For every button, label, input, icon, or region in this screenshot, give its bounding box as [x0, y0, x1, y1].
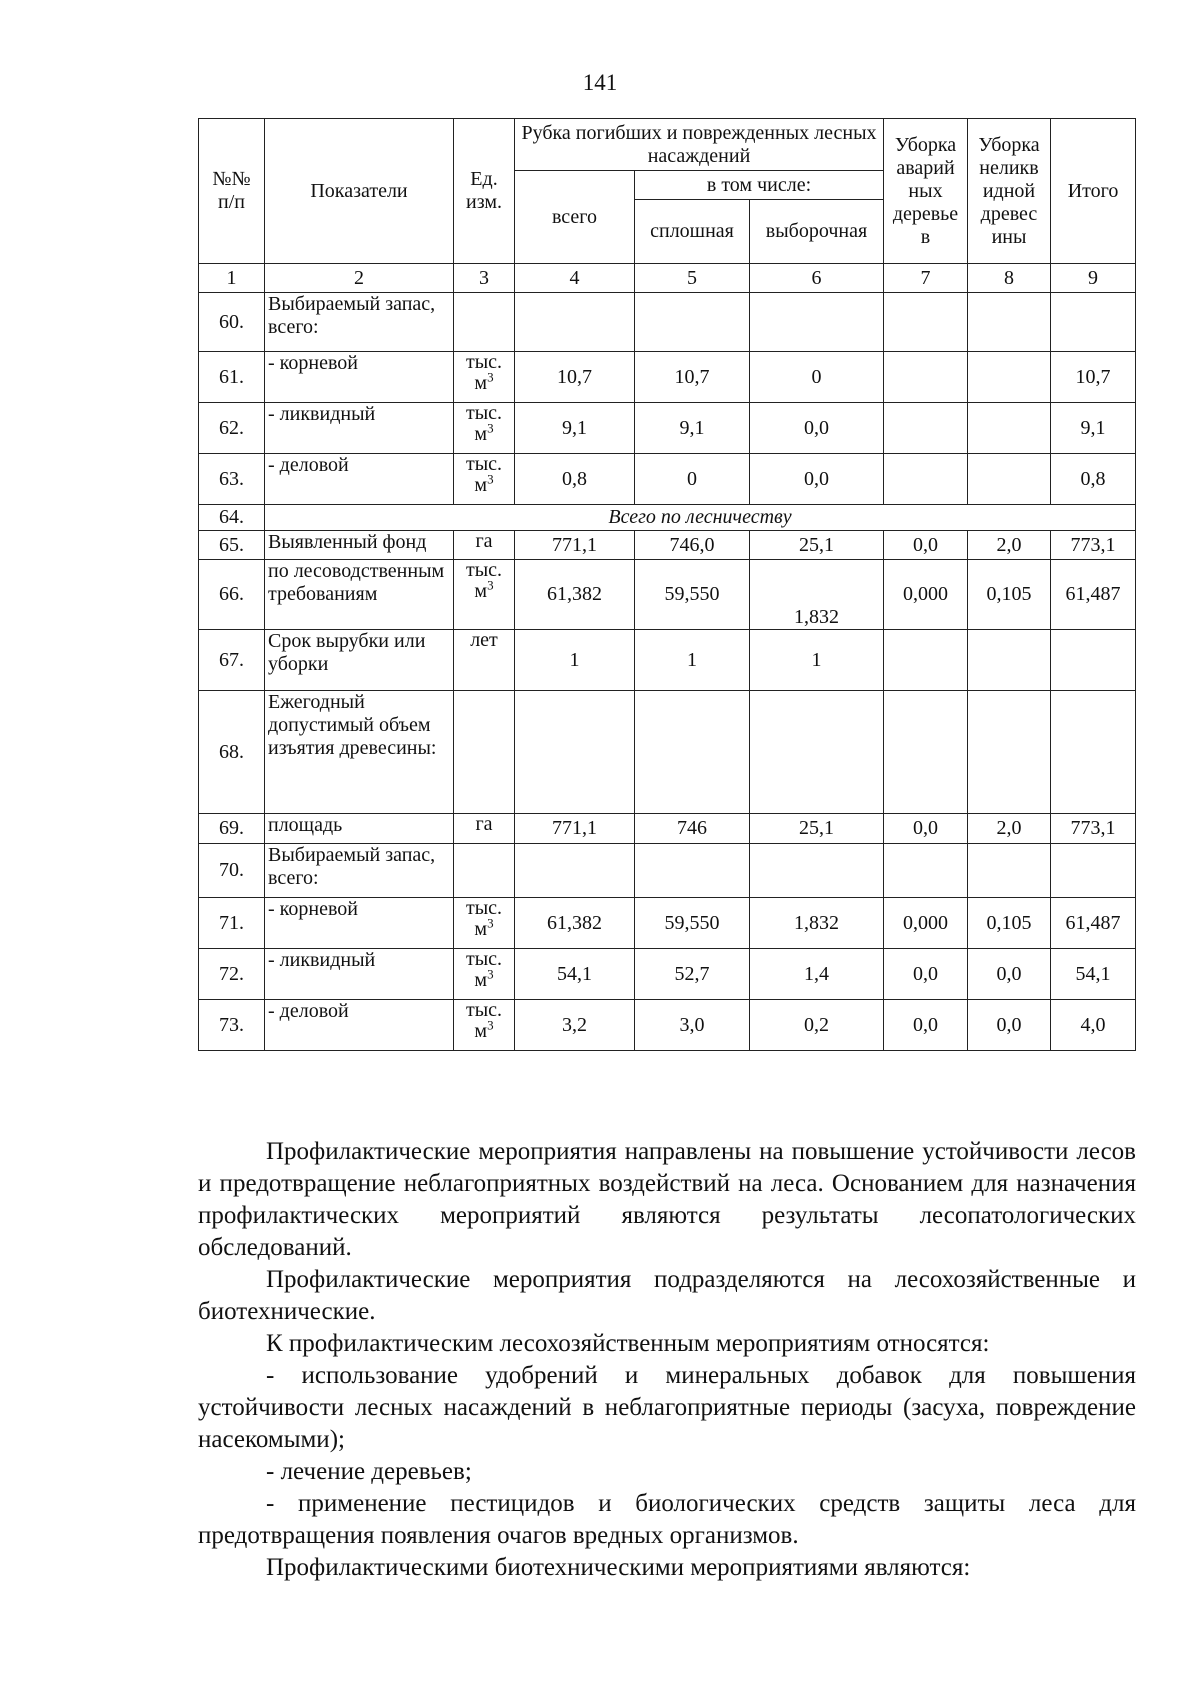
- column-number-row: [199, 264, 1136, 293]
- header-unit: Ед. изм.: [454, 119, 515, 264]
- value-cell: [968, 293, 1051, 352]
- table-row: [199, 691, 1136, 814]
- value-cell: 9,1: [515, 403, 635, 454]
- indicator-cell: Ежегодный допустимый объем изъятия древесины:: [265, 691, 454, 814]
- indicator-cell: Выбираемый запас, всего:: [265, 844, 454, 898]
- unit-text: тыс. м: [465, 559, 503, 602]
- header-col8: Уборка неликв идной древес ины: [968, 119, 1051, 264]
- value-cell: 0,000: [884, 898, 968, 949]
- indicator-cell: - корневой: [265, 898, 454, 949]
- row-number: 68.: [199, 691, 265, 814]
- value-cell: 0: [750, 352, 884, 403]
- table-row: [199, 454, 1136, 505]
- value-cell: [515, 844, 635, 898]
- row-number: 65.: [199, 531, 265, 560]
- value-cell: 0,0: [750, 454, 884, 505]
- unit-cell: [454, 454, 515, 505]
- value-cell: [884, 403, 968, 454]
- unit-cell: [454, 403, 515, 454]
- value-cell: 773,1: [1051, 814, 1136, 844]
- unit-cell: [454, 531, 515, 560]
- unit-superscript: 3: [487, 369, 494, 385]
- value-cell: [884, 454, 968, 505]
- row-number: 63.: [199, 454, 265, 505]
- indicator-cell: по лесоводственным требованиям: [265, 560, 454, 630]
- value-cell: 0,105: [968, 898, 1051, 949]
- value-cell: 0: [635, 454, 750, 505]
- indicator-cell: - деловой: [265, 1000, 454, 1051]
- unit-text: тыс. м: [465, 897, 503, 940]
- value-cell: 0,105: [968, 560, 1051, 630]
- section-title: Всего по лесничеству: [265, 505, 1136, 531]
- col-number: 8: [968, 264, 1051, 293]
- indicator-cell: Срок вырубки или уборки: [265, 630, 454, 691]
- value-cell: [1051, 630, 1136, 691]
- unit-superscript: 3: [487, 471, 494, 487]
- value-cell: 746: [635, 814, 750, 844]
- table-row: [199, 630, 1136, 691]
- value-cell: 25,1: [750, 531, 884, 560]
- col-number: 2: [265, 264, 454, 293]
- col-number: 9: [1051, 264, 1136, 293]
- header-result: Итого: [1051, 119, 1136, 264]
- unit-superscript: 3: [487, 1017, 494, 1033]
- unit-superscript: 3: [487, 966, 494, 982]
- table-row: [199, 949, 1136, 1000]
- value-cell: 9,1: [1051, 403, 1136, 454]
- unit-cell: [454, 814, 515, 844]
- value-cell: 746,0: [635, 531, 750, 560]
- value-cell: 59,550: [635, 898, 750, 949]
- header-num: №№ п/п: [199, 119, 265, 264]
- col-number: 3: [454, 264, 515, 293]
- table-row: [199, 814, 1136, 844]
- value-cell: 61,487: [1051, 898, 1136, 949]
- indicator-cell: Выбираемый запас, всего:: [265, 293, 454, 352]
- value-cell: 0,0: [884, 814, 968, 844]
- value-cell: 10,7: [1051, 352, 1136, 403]
- forest-table: [198, 118, 1136, 1051]
- paragraph: - лечение деревьев;: [266, 1458, 472, 1485]
- unit-text: тыс. м: [465, 948, 503, 991]
- value-cell: 0,0: [750, 403, 884, 454]
- value-cell: [884, 844, 968, 898]
- header-row-1: [199, 119, 1136, 171]
- row-number: 72.: [199, 949, 265, 1000]
- value-cell: 10,7: [635, 352, 750, 403]
- indicator-cell: площадь: [265, 814, 454, 844]
- header-incl: в том числе:: [635, 171, 884, 200]
- value-cell: [1051, 293, 1136, 352]
- row-number: 60.: [199, 293, 265, 352]
- value-cell: 54,1: [515, 949, 635, 1000]
- table-row: [199, 403, 1136, 454]
- value-cell: 0,0: [884, 949, 968, 1000]
- row-number: 67.: [199, 630, 265, 691]
- paragraph: Профилактические мероприятия подразделяются на лесохозяйственные и биотехнические.: [198, 1266, 1136, 1325]
- unit-text: тыс. м: [465, 999, 503, 1042]
- value-cell: 61,487: [1051, 560, 1136, 630]
- indicator-cell: - ликвидный: [265, 403, 454, 454]
- header-group: Рубка погибших и поврежденных лесных насаждений: [515, 119, 884, 171]
- value-cell: 1,832: [750, 560, 884, 630]
- unit-text: га: [475, 813, 493, 835]
- unit-text: тыс. м: [465, 402, 503, 445]
- value-cell: 61,382: [515, 560, 635, 630]
- unit-text: тыс. м: [465, 453, 503, 496]
- header-clear: сплошная: [635, 200, 750, 264]
- value-cell: 0,0: [884, 1000, 968, 1051]
- table-body: [199, 119, 1136, 1051]
- unit-cell: [454, 560, 515, 630]
- row-number: 70.: [199, 844, 265, 898]
- paragraph: К профилактическим лесохозяйственным мероприятиям относятся:: [266, 1330, 990, 1357]
- value-cell: 1,832: [750, 898, 884, 949]
- col-number: 4: [515, 264, 635, 293]
- indicator-cell: - корневой: [265, 352, 454, 403]
- value-cell: 1: [635, 630, 750, 691]
- unit-cell: [454, 293, 515, 352]
- value-cell: 771,1: [515, 814, 635, 844]
- value-cell: 0,0: [968, 949, 1051, 1000]
- paragraph: - использование удобрений и минеральных добавок для повышения устойчивости лесных насаждений в неблагоприятные периоды (засуха, повреждение насекомыми);: [198, 1362, 1136, 1453]
- table-row: [199, 505, 1136, 531]
- value-cell: 773,1: [1051, 531, 1136, 560]
- table-row: [199, 560, 1136, 630]
- value-cell: [884, 691, 968, 814]
- unit-cell: [454, 898, 515, 949]
- value-cell: [750, 691, 884, 814]
- value-cell: [968, 454, 1051, 505]
- value-cell: 0,2: [750, 1000, 884, 1051]
- unit-superscript: 3: [487, 915, 494, 931]
- indicator-cell: Выявленный фонд: [265, 531, 454, 560]
- value-cell: 0,8: [515, 454, 635, 505]
- value-cell: [968, 352, 1051, 403]
- value-cell: 25,1: [750, 814, 884, 844]
- value-cell: 9,1: [635, 403, 750, 454]
- value-cell: [635, 691, 750, 814]
- indicator-cell: - ликвидный: [265, 949, 454, 1000]
- value-cell: [750, 293, 884, 352]
- table-row: [199, 1000, 1136, 1051]
- value-cell: [635, 844, 750, 898]
- value-cell: 1,4: [750, 949, 884, 1000]
- value-cell: [884, 352, 968, 403]
- row-number: 64.: [199, 505, 265, 531]
- value-cell: 3,2: [515, 1000, 635, 1051]
- table-row: [199, 898, 1136, 949]
- unit-text: тыс. м: [465, 351, 503, 394]
- value-cell: 59,550: [635, 560, 750, 630]
- value-cell: 52,7: [635, 949, 750, 1000]
- value-cell: 3,0: [635, 1000, 750, 1051]
- value-cell: 1: [515, 630, 635, 691]
- header-indicator: Показатели: [265, 119, 454, 264]
- unit-text: лет: [470, 629, 498, 651]
- col-number: 7: [884, 264, 968, 293]
- table-row: [199, 531, 1136, 560]
- value-cell: [1051, 691, 1136, 814]
- unit-text: га: [475, 530, 493, 552]
- paragraph: Профилактические мероприятия направлены на повышение устойчивости лесов и предотвращение неблагоприятных воздействий на леса. Основанием для назначения профилактических мероприятий являются результаты лесопатологических обследований.: [198, 1138, 1136, 1261]
- value-cell: [635, 293, 750, 352]
- paragraph: Профилактическими биотехническими мероприятиями являются:: [266, 1554, 971, 1581]
- value-cell: 54,1: [1051, 949, 1136, 1000]
- row-number: 69.: [199, 814, 265, 844]
- value-cell: 771,1: [515, 531, 635, 560]
- page-number: 141: [582, 70, 618, 95]
- value-cell: 0,0: [968, 1000, 1051, 1051]
- value-cell: [1051, 844, 1136, 898]
- unit-cell: [454, 949, 515, 1000]
- value-cell: [968, 403, 1051, 454]
- value-cell: 2,0: [968, 814, 1051, 844]
- header-col7: Уборка аварий ных деревье в: [884, 119, 968, 264]
- col-number: 5: [635, 264, 750, 293]
- col-number: 6: [750, 264, 884, 293]
- table-row: [199, 844, 1136, 898]
- value-cell: [884, 293, 968, 352]
- body-text: [198, 1136, 1136, 1584]
- unit-cell: [454, 844, 515, 898]
- unit-cell: [454, 1000, 515, 1051]
- unit-cell: [454, 630, 515, 691]
- value-cell: [968, 844, 1051, 898]
- value-cell: 4,0: [1051, 1000, 1136, 1051]
- table-row: [199, 352, 1136, 403]
- row-number: 61.: [199, 352, 265, 403]
- value-cell: 1: [750, 630, 884, 691]
- table-row: [199, 293, 1136, 352]
- value-cell: [968, 630, 1051, 691]
- header-selective: выборочная: [750, 200, 884, 264]
- value-cell: 0,8: [1051, 454, 1136, 505]
- row-number: 62.: [199, 403, 265, 454]
- unit-cell: [454, 691, 515, 814]
- value-cell: [515, 293, 635, 352]
- value-cell: 0,000: [884, 560, 968, 630]
- row-number: 66.: [199, 560, 265, 630]
- row-number: 73.: [199, 1000, 265, 1051]
- value-cell: 2,0: [968, 531, 1051, 560]
- value-cell: [750, 844, 884, 898]
- header-total: всего: [515, 171, 635, 264]
- row-number: 71.: [199, 898, 265, 949]
- value-cell: [884, 630, 968, 691]
- value-cell: 61,382: [515, 898, 635, 949]
- paragraph: - применение пестицидов и биологических средств защиты леса для предотвращения появления очагов вредных организмов.: [198, 1490, 1136, 1549]
- value-cell: 0,0: [884, 531, 968, 560]
- col-number: 1: [199, 264, 265, 293]
- value-cell: [968, 691, 1051, 814]
- unit-cell: [454, 352, 515, 403]
- value-cell: [515, 691, 635, 814]
- unit-superscript: 3: [487, 577, 494, 593]
- unit-superscript: 3: [487, 420, 494, 436]
- indicator-cell: - деловой: [265, 454, 454, 505]
- value-cell: 10,7: [515, 352, 635, 403]
